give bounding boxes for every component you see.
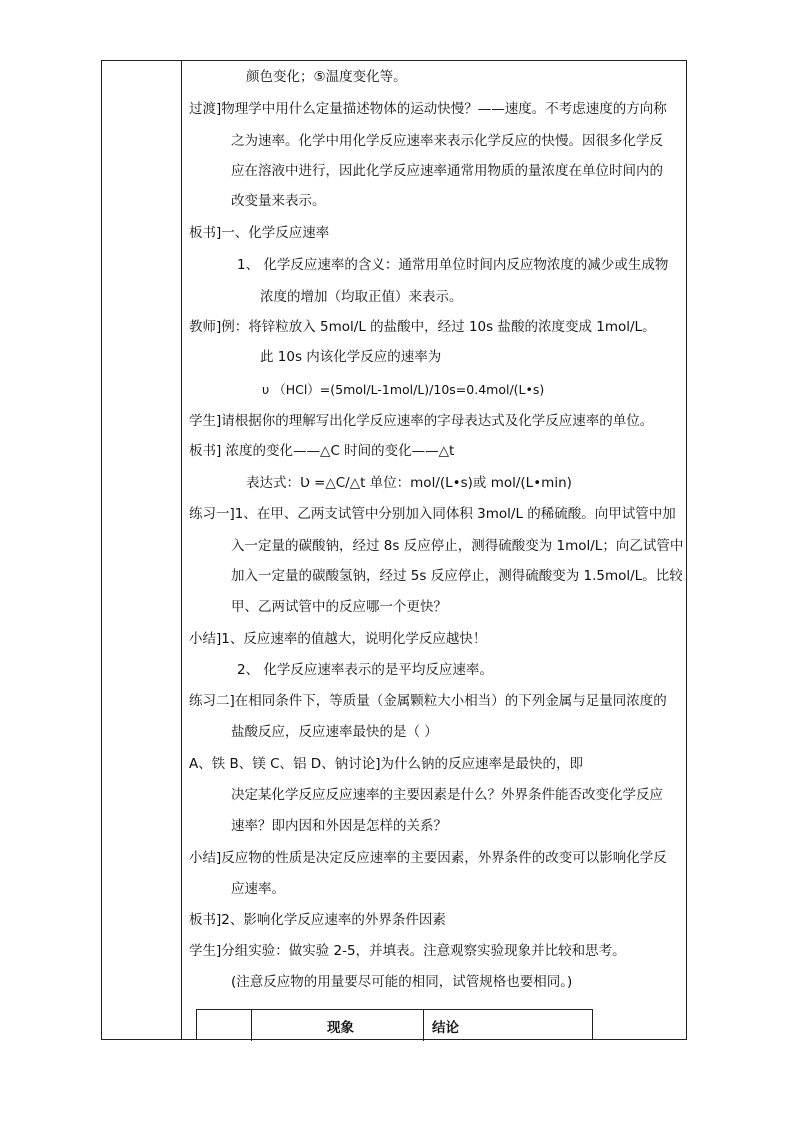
text-line: 决定某化学反应反应速率的主要因素是什么？外界条件能否改变化学反应 [231,787,663,803]
text-line: 1、 化学反应速率的含义：通常用单位时间内反应物浓度的减少或生成物 [237,257,669,273]
text-line: 入一定量的碳酸钠，经过 8s 反应停止，测得硫酸变为 1mol/L；向乙试管中 [231,538,684,554]
text-line: (注意反应物的用量要尽可能的相同，试管规格也要相同。) [231,974,573,990]
text-line: 2、 化学反应速率表示的是平均反应速率。 [237,662,493,678]
left-column-divider [181,60,182,1040]
table-column-divider [251,1010,252,1041]
text-line: 速率？即内因和外因是怎样的关系？ [231,818,447,834]
text-line: 板书]2、影响化学反应速率的外界条件因素 [189,912,446,928]
text-line: 浓度的增加（均取正值）来表示。 [260,289,463,305]
text-line: 学生]分组实验：做实验 2-5，并填表。注意观察实验现象并比较和思考。 [189,943,626,959]
text-line: 小结]1、反应速率的值越大，说明化学反应越快！ [189,631,487,647]
text-line: 过渡]物理学中用什么定量描述物体的运动快慢？——速度。不考虑速度的方向称 [189,101,667,117]
text-line: 练习一]1、在甲、乙两支试管中分别加入同体积 3mol/L 的稀硫酸。向甲试管中加 [189,506,676,522]
table-header-phenomenon: 现象 [327,1020,354,1036]
text-line: 小结]反应物的性质是决定反应速率的主要因素，外界条件的改变可以影响化学反 [189,850,667,866]
text-line: υ （HCl）=(5mol/L-1mol/L)/10s=0.4mol/(L•s) [262,382,545,397]
table-column-divider [423,1010,424,1041]
text-line: 改变量来表示。 [231,193,326,209]
text-line: 甲、乙两试管中的反应哪一个更快？ [231,599,447,615]
text-line: 此 10s 内该化学反应的速率为 [260,349,442,365]
text-line: 板书] 浓度的变化——△C 时间的变化——△t [189,443,455,459]
observation-table [196,1009,593,1040]
text-line: 应速率。 [231,881,285,897]
text-line: A、铁 B、镁 C、铝 D、钠讨论]为什么钠的反应速率是最快的，即 [189,756,583,772]
text-line: 教师]例：将锌粒放入 5mol/L 的盐酸中，经过 10s 盐酸的浓度变成 1mol/L。 [189,319,656,335]
text-line: 颜色变化；⑤温度变化等。 [246,69,407,85]
text-line: 应在溶液中进行，因此化学反应速率通常用物质的量浓度在单位时间内的 [231,163,663,179]
text-line: 板书]一、化学反应速率 [189,225,330,241]
text-line: 盐酸反应，反应速率最快的是（ ） [231,724,438,740]
text-line: 学生]请根据你的理解写出化学反应速率的字母表达式及化学反应速率的单位。 [189,413,654,429]
text-line: 练习二]在相同条件下，等质量（金属颗粒大小相当）的下列金属与足量同浓度的 [189,693,667,709]
text-line: 之为速率。化学中用化学反应速率来表示化学反应的快慢。因很多化学反 [231,133,663,149]
text-line: 加入一定量的碳酸氢钠，经过 5s 反应停止，测得硫酸变为 1.5mol/L。比较 [231,568,683,584]
table-header-conclusion: 结论 [432,1020,459,1036]
text-line: 表达式：Ʋ =△C/△t 单位：mol/(L•s)或 mol/(L•min) [246,475,572,491]
